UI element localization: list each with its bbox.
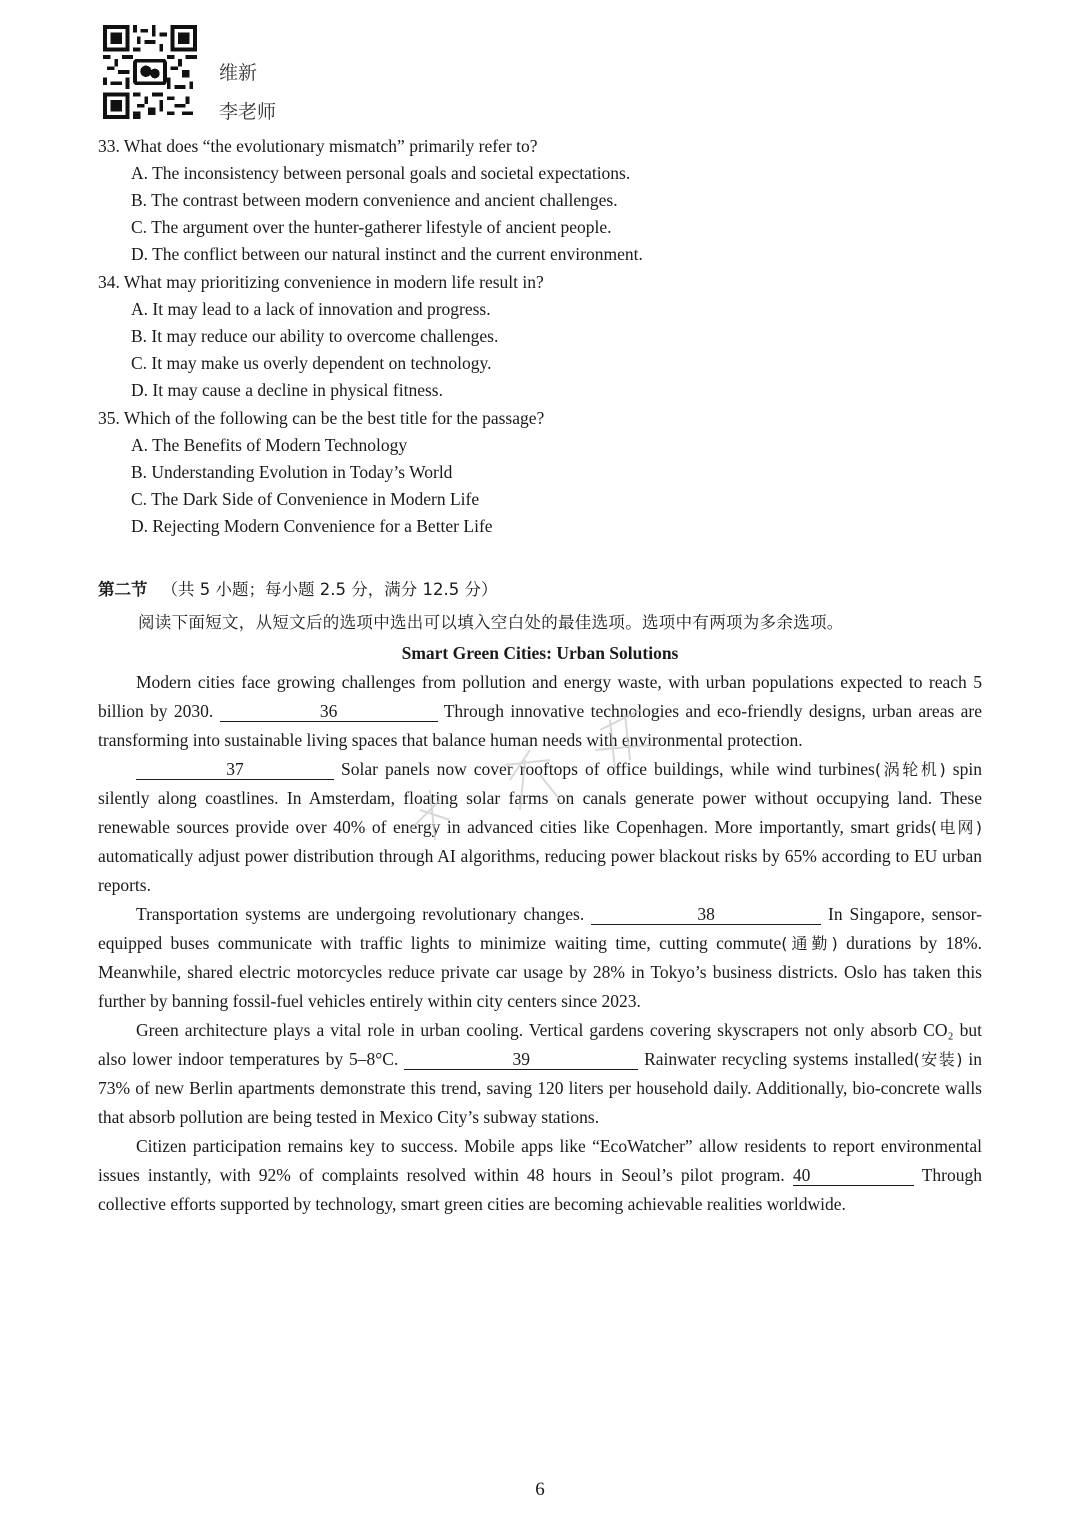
page-number: 6 (535, 1479, 545, 1500)
blank-37: 37 (136, 759, 334, 780)
answer-option: B. Understanding Evolution in Today’s World (131, 462, 453, 482)
contact-name-line2: 李老师 (219, 101, 277, 123)
answer-option: C. The Dark Side of Convenience in Modern Life (131, 489, 480, 509)
section-label: 第二节 (98, 580, 148, 599)
question-stem: 34. What may prioritizing convenience in modern life result in? (98, 272, 544, 292)
question-stem: 35. Which of the following can be the best title for the passage? (98, 408, 545, 428)
section-scoring: （共 5 小题；每小题 2.5 分，满分 12.5 分） (161, 580, 498, 599)
section-instruction: 阅读下面短文，从短文后的选项中选出可以填入空白处的最佳选项。选项中有两项为多余选项。 (138, 613, 844, 632)
answer-option: B. It may reduce our ability to overcome challenges. (131, 326, 499, 346)
passage-paragraph: Citizen participation remains key to success. Mobile apps like “EcoWatcher” allow residents to report environmental issues instantly, with 92% of complaints resolved within 48 hours in Seoul’s pilot program. 40 Through collective efforts supported by technology, smart green cities are becoming achievable realities worldwide. (98, 1136, 982, 1214)
passage (98, 668, 982, 1219)
answer-option: D. It may cause a decline in physical fitness. (131, 380, 443, 400)
passage-paragraph: Transportation systems are undergoing revolutionary changes. 38 In Singapore, sensor-equipped buses communicate with traffic lights to minimize waiting time, cutting commute(通勤) durations by 18%. Meanwhile, shared electric motorcycles reduce private car usage by 28% in Tokyo’s business districts. Oslo has taken this further by banning fossil-fuel vehicles entirely within city centers since 2023. (98, 904, 982, 1011)
blank-36: 36 (220, 701, 438, 722)
blank-38: 38 (591, 904, 821, 925)
contact-name-line1: 维新 (219, 62, 258, 84)
answer-option: A. It may lead to a lack of innovation and progress. (131, 299, 491, 319)
blank-39: 39 (404, 1049, 638, 1070)
question-stem: 33. What does “the evolutionary mismatch” primarily refer to? (98, 136, 538, 156)
answer-option: D. The conflict between our natural instinct and the current environment. (131, 244, 643, 264)
answer-option: B. The contrast between modern convenience and ancient challenges. (131, 190, 618, 210)
qr-code (103, 25, 197, 119)
answer-option: D. Rejecting Modern Convenience for a Better Life (131, 516, 493, 536)
section-heading (98, 576, 497, 600)
passage-title: Smart Green Cities: Urban Solutions (401, 643, 679, 663)
passage-paragraph: 37 Solar panels now cover rooftops of office buildings, while wind turbines(涡轮机) spin silently along coastlines. In Amsterdam, floating solar farms on canals generate power without occupying land. These renewable sources provide over 40% of energy in advanced cities like Copenhagen. More importantly, smart grids(电网) automatically adjust power distribution through AI algorithms, reducing power blackout risks by 65% according to EU urban reports. (98, 759, 982, 895)
answer-option: C. The argument over the hunter-gatherer lifestyle of ancient people. (131, 217, 612, 237)
answer-option: C. It may make us overly dependent on technology. (131, 353, 492, 373)
passage-paragraph: Modern cities face growing challenges from pollution and energy waste, with urban populations expected to reach 5 billion by 2030. 36 Through innovative technologies and eco-friendly designs, urban areas are transforming into sustainable living spaces that balance human needs with environmental protection. (98, 672, 982, 750)
answer-option: A. The Benefits of Modern Technology (131, 435, 408, 455)
passage-paragraph: Green architecture plays a vital role in urban cooling. Vertical gardens covering skyscrapers not only absorb CO₂ but also lower indoor temperatures by 5–8°C. 39 Rainwater recycling systems installed(安装) in 73% of new Berlin apartments demonstrate this trend, saving 120 liters per household daily. Additionally, bio-concrete walls that absorb pollution are being tested in Mexico City’s subway stations. (98, 1020, 982, 1127)
answer-option: A. The inconsistency between personal goals and societal expectations. (131, 163, 631, 183)
blank-40: 40 (793, 1165, 914, 1186)
